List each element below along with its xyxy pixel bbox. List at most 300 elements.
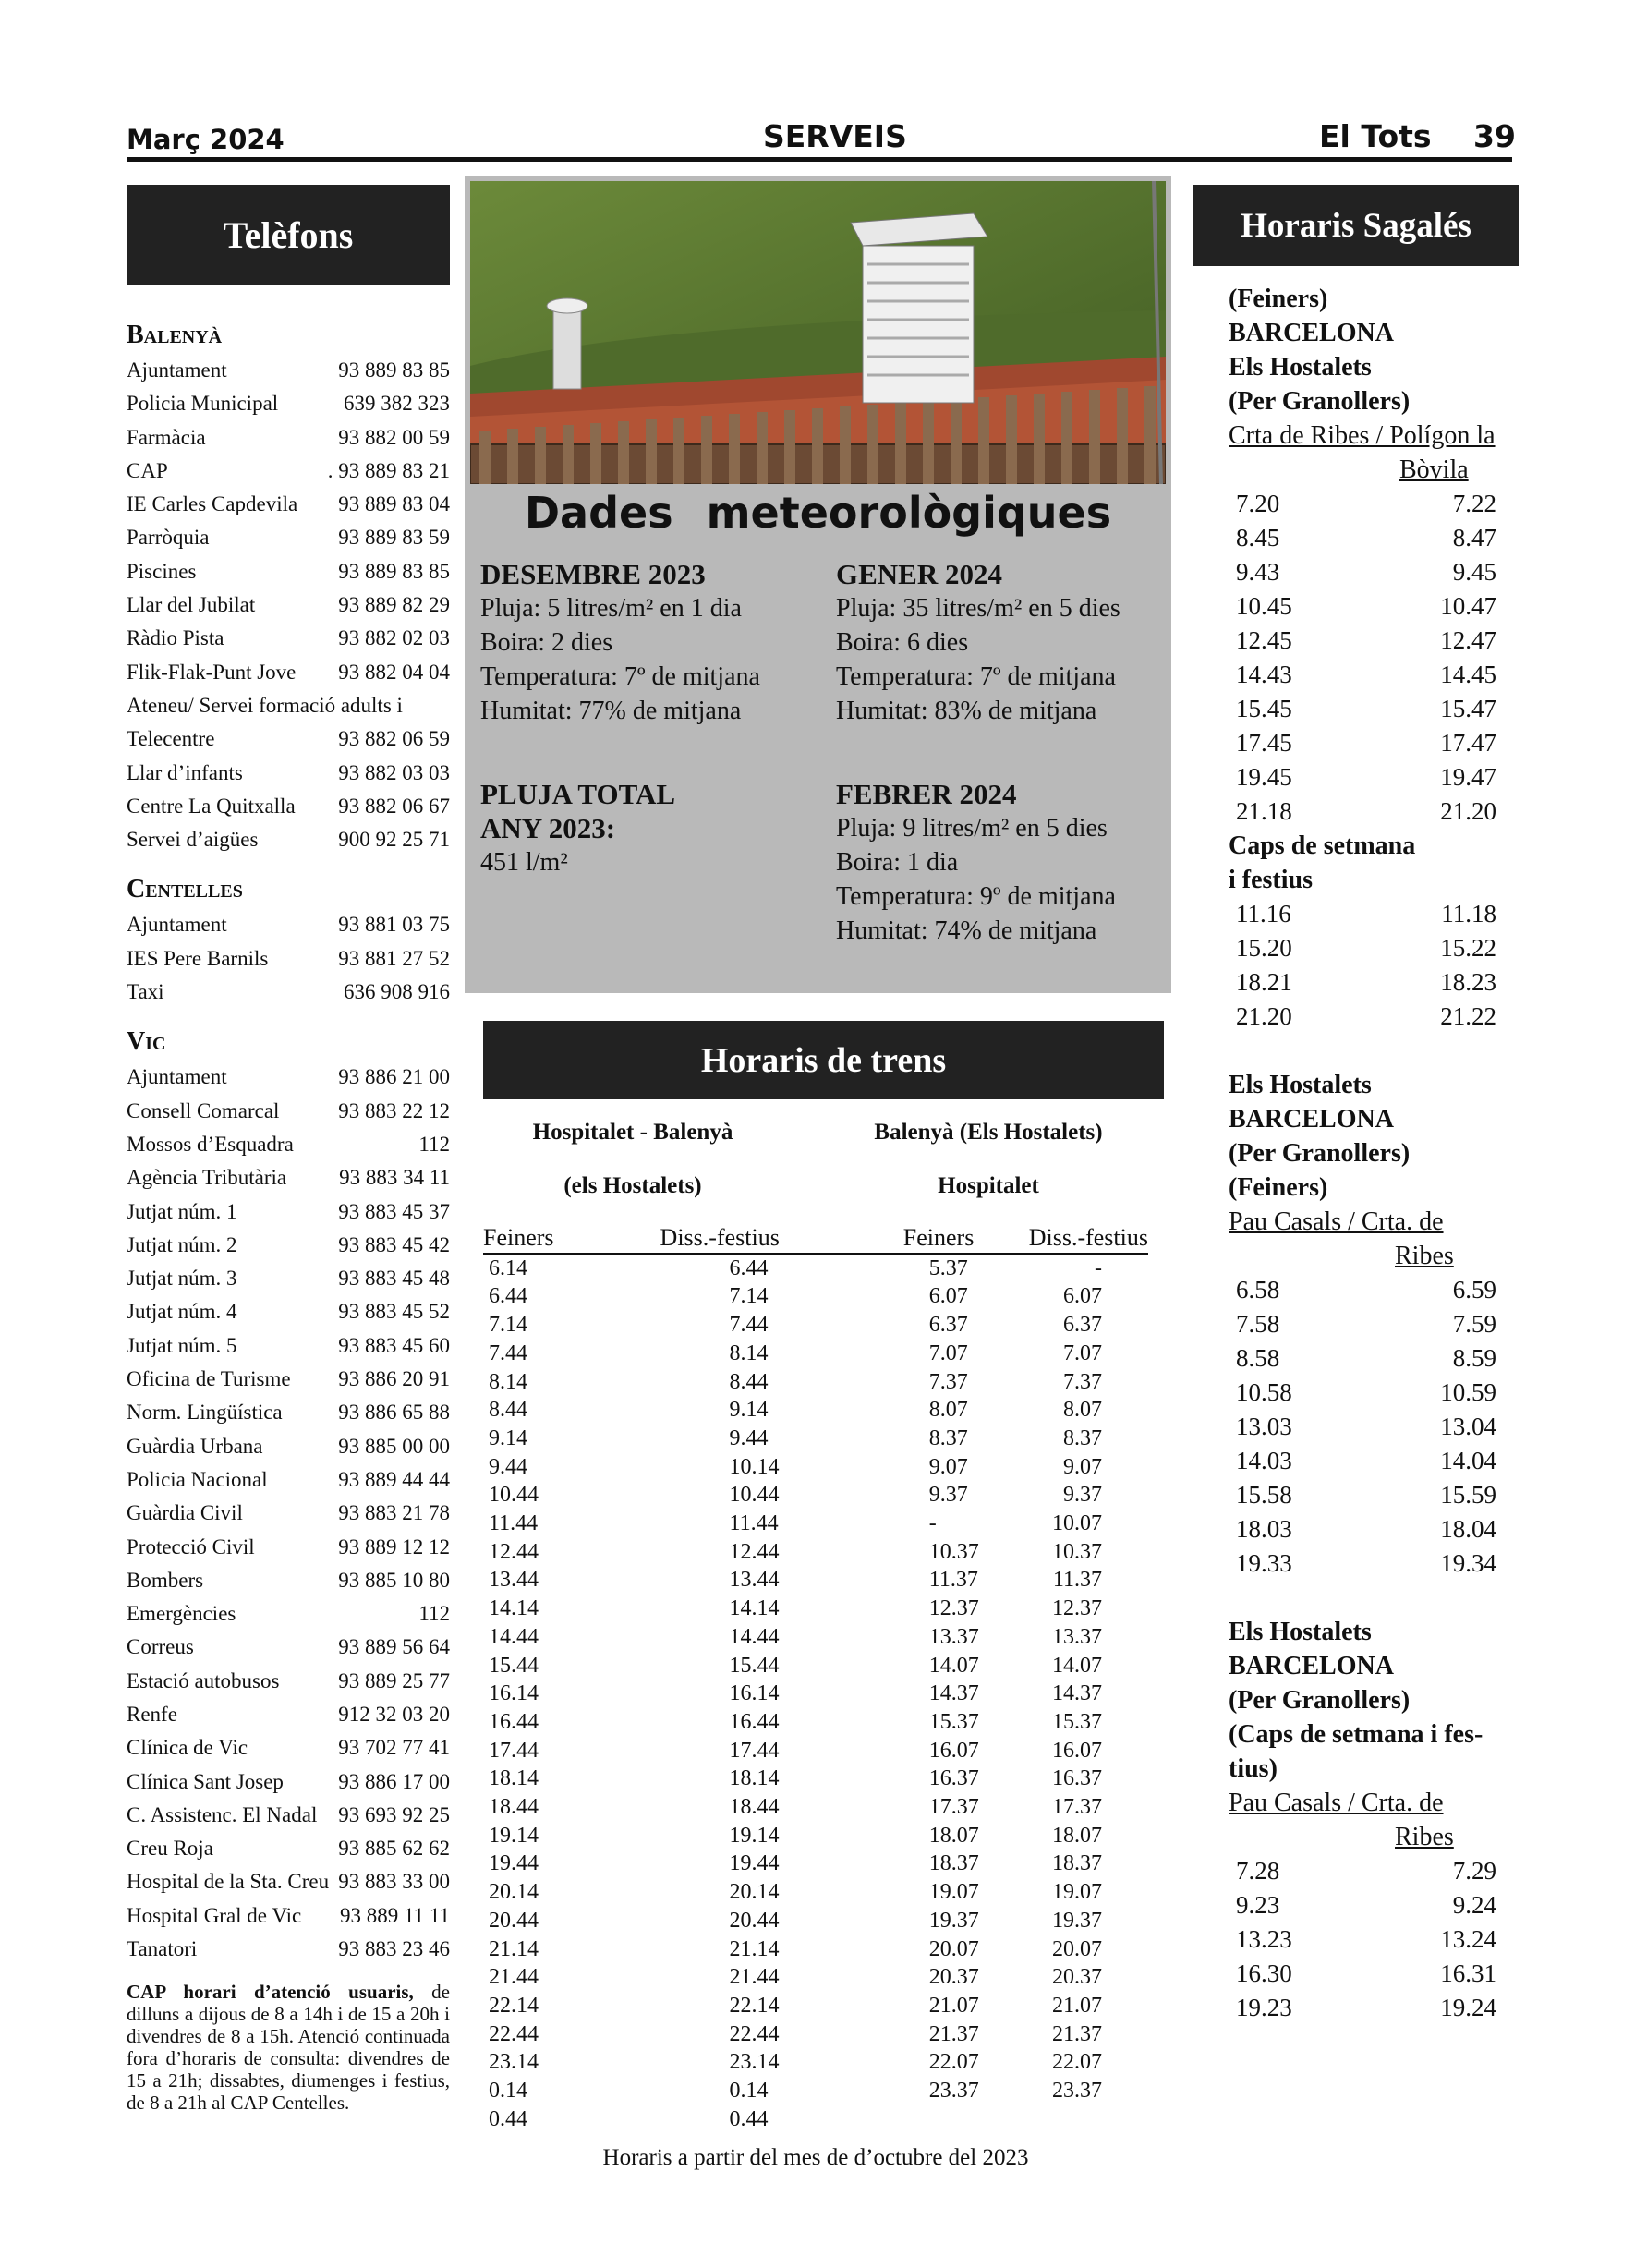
phone-entry-number: 93 883 34 11	[339, 1166, 450, 1190]
bus-time-row	[1229, 1410, 1533, 1444]
bus-time: 7.29	[1452, 1857, 1496, 1885]
phone-entry-number: 93 883 45 60	[338, 1333, 450, 1357]
train-time-cell: 11.37	[1052, 1568, 1102, 1593]
train-time-cell: 16.14	[489, 1681, 539, 1706]
trains-footer: Horaris a partir del mes de d’octubre del 2023	[602, 2145, 1029, 2170]
vic-list	[127, 1061, 450, 1966]
vic-heading: Vic	[127, 1027, 166, 1057]
train-time-cell: -	[1095, 1255, 1102, 1280]
phone-entry-number: 900 92 25 71	[338, 828, 450, 852]
train-time-cell: 14.14	[729, 1596, 780, 1621]
phone-entry	[127, 1497, 450, 1530]
bus-time: 12.47	[1440, 626, 1496, 654]
phone-entry	[127, 1095, 450, 1128]
route-line: tius)	[1229, 1754, 1278, 1783]
train-table-header	[483, 1224, 1148, 1254]
train-row	[483, 1907, 1148, 1935]
phone-entry-name: Consell Comarcal	[127, 1098, 280, 1122]
phone-entry	[127, 1229, 450, 1262]
train-time-cell: 23.37	[928, 2079, 979, 2104]
phone-entry-name: IE Carles Capdevila	[127, 492, 298, 516]
train-time-cell: 11.44	[729, 1511, 779, 1536]
desembre-block	[480, 557, 760, 728]
train-row	[483, 1992, 1148, 2020]
bus-time-row	[1229, 555, 1533, 589]
train-time-cell: 10.44	[729, 1483, 780, 1508]
train-time-cell: 19.07	[928, 1880, 979, 1905]
phone-entry	[127, 1463, 450, 1497]
phone-entry-name: Taxi	[127, 980, 164, 1004]
phone-entry-number: 93 883 45 52	[338, 1300, 450, 1324]
train-time-cell	[848, 2105, 1029, 2134]
phone-entry-number: 93 889 83 85	[338, 559, 450, 583]
desembre-line: Pluja: 5 litres/m² en 1 dia	[480, 594, 742, 623]
phone-entry-number: 93 889 82 29	[338, 593, 450, 617]
train-time-cell: 9.37	[928, 1483, 968, 1508]
route-line: (Feiners)	[1229, 1173, 1328, 1202]
phone-entry-name: Norm. Lingüística	[127, 1401, 283, 1425]
train-time-cell: 23.14	[489, 2050, 539, 2075]
phone-entry	[127, 521, 450, 554]
bus-time-row	[1229, 1888, 1533, 1922]
phone-entry-name: Flik-Flak-Punt Jove	[127, 660, 297, 684]
train-time-cell: 8.14	[489, 1369, 527, 1394]
train-time-cell: 19.14	[729, 1823, 780, 1848]
route-line: Els Hostalets	[1229, 1071, 1372, 1099]
train-time-cell: 11.37	[928, 1568, 978, 1593]
phone-entry-number: 93 883 45 37	[338, 1199, 450, 1223]
phone-entry-name: Tanatori	[127, 1937, 198, 1961]
header-publication: El Tots	[1319, 118, 1432, 154]
phone-entry	[127, 455, 450, 488]
train-time-cell: 14.44	[729, 1624, 780, 1649]
route-line: (Caps de setmana i fes-	[1229, 1720, 1484, 1749]
train-row	[483, 1595, 1148, 1623]
train-row	[483, 1481, 1148, 1510]
train-time-cell	[1029, 2105, 1148, 2134]
bus-time: 21.18	[1236, 797, 1292, 825]
train-time-cell: 19.37	[928, 1908, 979, 1933]
telefons-column	[127, 317, 450, 2114]
train-time-cell: 14.14	[489, 1596, 539, 1621]
train-time-cell: 22.44	[489, 2021, 539, 2046]
train-time-cell: 18.44	[489, 1795, 539, 1820]
train-row	[483, 1425, 1148, 1453]
phone-entry	[127, 1698, 450, 1731]
phone-entry-name: Ateneu/ Servei formació adults i	[127, 693, 403, 717]
train-row	[483, 1963, 1148, 1992]
cap-note-text: de dilluns a dijous de 8 a 14h i de 15 a 20h i divendres de 8 a 15h. Atenció continuada fora d’horaris de consulta: divendres de 15 a 21h; dissabtes, diumenges i festius, de 8 a 21h al CAP Centelles.	[127, 1981, 450, 2115]
phone-entry-number: 93 886 65 88	[338, 1401, 450, 1425]
train-time-cell: 23.37	[1052, 2079, 1102, 2104]
train-time-cell: 21.07	[1052, 1993, 1102, 2018]
bus-time: 15.59	[1440, 1481, 1496, 1509]
phone-entry-number: 93 882 03 03	[338, 760, 450, 784]
bus-time: 7.22	[1452, 490, 1496, 517]
train-row	[483, 2105, 1148, 2134]
bus-time: 9.24	[1452, 1891, 1496, 1919]
phone-entry-number: 93 889 25 77	[338, 1668, 450, 1692]
bus-time-row	[1229, 487, 1533, 521]
gener-line: Boira: 6 dies	[836, 628, 969, 657]
bus-time: 18.21	[1236, 968, 1292, 996]
gener-heading: GENER 2024	[836, 558, 1002, 590]
sagales-block2-stops2: Ribes	[1395, 1242, 1454, 1270]
train-row	[483, 1680, 1148, 1708]
balenya-heading: Balenyà	[127, 321, 223, 349]
train-time-cell: 19.44	[489, 1851, 539, 1876]
train-time-cell: 20.14	[489, 1880, 539, 1905]
train-row	[483, 1935, 1148, 1964]
phone-entry	[127, 1396, 450, 1429]
route-line: (Feiners)	[1229, 285, 1328, 313]
phone-entry-name: Emergències	[127, 1602, 236, 1626]
cap-note	[127, 1981, 450, 2114]
bus-time: 11.16	[1236, 900, 1291, 928]
gener-line: Temperatura: 7º de mitjana	[836, 662, 1116, 691]
phone-entry	[127, 689, 450, 722]
phone-entry-name: Jutjat núm. 2	[127, 1232, 237, 1256]
bus-time-row	[1229, 624, 1533, 658]
phone-entry-number: 93 886 21 00	[338, 1065, 450, 1089]
phone-entry-name: Hospital de la Sta. Creu	[127, 1870, 330, 1894]
train-time-cell: 7.07	[928, 1340, 968, 1365]
train-schedule-table	[483, 1224, 1148, 2134]
phone-entry-number: 93 885 10 80	[338, 1568, 450, 1592]
train-time-cell: 19.07	[1052, 1880, 1102, 1905]
train-time-cell: 16.14	[729, 1681, 780, 1706]
train-time-cell: 18.44	[729, 1795, 780, 1820]
bus-time: 8.58	[1236, 1344, 1280, 1372]
bus-time: 18.03	[1236, 1515, 1292, 1543]
train-time-cell: 8.07	[1063, 1398, 1102, 1423]
train-time-cell: 22.07	[928, 2050, 979, 2075]
bus-time-row	[1229, 1991, 1533, 2025]
bus-time-row	[1229, 521, 1533, 555]
bus-time: 13.24	[1440, 1925, 1496, 1953]
phone-entry-name: Renfe	[127, 1702, 177, 1726]
phone-entry	[127, 1765, 450, 1799]
desembre-line: Humitat: 77% de mitjana	[480, 697, 742, 725]
phone-entry	[127, 656, 450, 689]
header-date: Març 2024	[127, 124, 285, 155]
train-time-cell: 18.07	[928, 1823, 979, 1848]
phone-entry-name: Creu Roja	[127, 1837, 213, 1861]
bus-time: 8.45	[1236, 524, 1280, 552]
train-row	[483, 1623, 1148, 1652]
train-time-cell: 8.44	[489, 1398, 527, 1423]
pluja-total-year: ANY 2023:	[480, 812, 616, 844]
train-time-cell: 6.37	[928, 1313, 968, 1338]
route-line: BARCELONA	[1229, 1652, 1394, 1680]
phone-entry-number: 93 881 03 75	[338, 913, 450, 937]
phone-entry	[127, 1128, 450, 1161]
train-time-cell: 15.37	[928, 1709, 979, 1734]
train-time-cell: 23.14	[729, 2050, 780, 2075]
phone-entry	[127, 1329, 450, 1363]
telefons-title: Telèfons	[127, 185, 450, 285]
bus-time-row	[1229, 1273, 1533, 1307]
phone-entry-name: Jutjat núm. 1	[127, 1199, 237, 1223]
sagales-block2-lines	[1229, 1068, 1533, 1205]
cap-note-bold: CAP horari d’atenció usuaris,	[127, 1981, 414, 2004]
train-row	[483, 1765, 1148, 1793]
trains-right-heading2: Hospitalet	[938, 1173, 1039, 1198]
phone-entry	[127, 387, 450, 420]
febrer-block	[836, 777, 1116, 948]
phone-entry	[127, 421, 450, 455]
train-time-cell: 7.07	[1063, 1340, 1102, 1365]
phone-entry	[127, 976, 450, 1009]
phone-entry-number: 93 885 00 00	[338, 1434, 450, 1458]
sagales-block1-stops: Crta de Ribes / Polígon la	[1229, 421, 1496, 450]
phone-entry-name: Ajuntament	[127, 1065, 227, 1089]
train-time-cell: 18.14	[489, 1766, 539, 1791]
phone-entry-name: Jutjat núm. 5	[127, 1333, 237, 1357]
balenya-list	[127, 354, 450, 856]
route-line: (Per Granollers)	[1229, 1139, 1411, 1168]
febrer-line: Pluja: 9 litres/m² en 5 dies	[836, 814, 1108, 843]
train-time-cell: 6.07	[1063, 1284, 1102, 1309]
phone-entry	[127, 722, 450, 756]
train-time-cell: 0.44	[729, 2106, 769, 2131]
phone-entry-number: 93 889 83 04	[338, 492, 450, 516]
train-time-cell: 22.14	[489, 1993, 539, 2018]
train-time-cell: 15.44	[729, 1653, 780, 1678]
phone-entry-number: 636 908 916	[344, 980, 450, 1004]
train-row	[483, 1878, 1148, 1907]
train-time-cell: 20.07	[928, 1936, 979, 1961]
sagales-block2-times	[1229, 1273, 1533, 1581]
phone-entry	[127, 588, 450, 622]
route-line: (Per Granollers)	[1229, 1686, 1411, 1715]
train-time-cell: 12.37	[1052, 1596, 1102, 1621]
bus-time: 14.04	[1440, 1447, 1496, 1474]
phone-entry-name: Mossos d’Esquadra	[127, 1132, 294, 1156]
train-row	[483, 1254, 1148, 1283]
train-time-cell: 13.37	[1052, 1624, 1102, 1649]
train-time-cell: 10.44	[489, 1483, 539, 1508]
phone-entry-name: Oficina de Turisme	[127, 1367, 291, 1391]
bus-time-row	[1229, 1000, 1533, 1034]
phone-entry	[127, 1363, 450, 1396]
sagales-weekend-heading2: i festius	[1229, 866, 1313, 894]
phone-entry-name: IES Pere Barnils	[127, 946, 269, 970]
train-time-cell: 7.44	[489, 1340, 527, 1365]
train-time-cell: 14.44	[489, 1624, 539, 1649]
route-line: BARCELONA	[1229, 1105, 1394, 1134]
train-time-cell: 16.37	[928, 1766, 979, 1791]
train-time-cell: 13.37	[928, 1624, 979, 1649]
bus-time: 9.45	[1452, 558, 1496, 586]
train-time-cell: 6.44	[489, 1284, 527, 1309]
route-line: Els Hostalets	[1229, 1618, 1372, 1646]
bus-time: 13.03	[1236, 1413, 1292, 1440]
phone-entry-number: 93 882 00 59	[338, 425, 450, 449]
train-time-cell: 6.07	[928, 1284, 968, 1309]
bus-time: 15.20	[1236, 934, 1292, 962]
phone-entry-number: 93 889 83 85	[338, 358, 450, 382]
bus-time-row	[1229, 760, 1533, 794]
phone-entry	[127, 1161, 450, 1195]
train-time-cell: 21.44	[489, 1965, 539, 1990]
train-time-cell: 19.44	[729, 1851, 780, 1876]
phone-entry-name: Bombers	[127, 1568, 204, 1592]
phone-entry-name: Estació autobusos	[127, 1668, 280, 1692]
train-time-cell: 8.37	[928, 1425, 968, 1450]
train-time-cell: 21.07	[928, 1993, 979, 2018]
train-time-cell: 17.44	[729, 1738, 780, 1763]
train-time-cell: 19.14	[489, 1823, 539, 1848]
sagales-title: Horaris Sagalés	[1193, 185, 1519, 266]
sagales-block3-lines	[1229, 1615, 1533, 1786]
phone-entry-name: Farmàcia	[127, 425, 206, 449]
phone-entry-name: CAP	[127, 458, 168, 482]
train-row	[483, 1708, 1148, 1737]
bus-time: 21.22	[1440, 1002, 1496, 1030]
train-time-cell: 13.44	[489, 1568, 539, 1593]
bus-time-row	[1229, 965, 1533, 1000]
train-time-cell: 9.07	[1063, 1454, 1102, 1479]
train-time-cell: 12.44	[729, 1539, 780, 1564]
train-time-cell: 22.14	[729, 1993, 780, 2018]
col-feiners: Feiners	[902, 1224, 975, 1251]
bus-time-row	[1229, 931, 1533, 965]
train-row	[483, 2048, 1148, 2077]
train-time-cell: 5.37	[928, 1255, 968, 1280]
train-time-cell: 9.44	[729, 1425, 769, 1450]
phone-entry-name: Agència Tributària	[127, 1166, 287, 1190]
train-row	[483, 1311, 1148, 1340]
col-feiners: Feiners	[483, 1224, 554, 1251]
phone-entry-number: 93 883 45 42	[338, 1232, 450, 1256]
phone-entry-name: Ràdio Pista	[127, 626, 224, 650]
phone-entry-name: Correus	[127, 1635, 194, 1659]
train-time-cell: 8.07	[928, 1398, 968, 1423]
bus-time: 10.45	[1236, 592, 1292, 620]
phone-entry	[127, 622, 450, 655]
phone-entry-number: 93 693 92 25	[338, 1802, 450, 1826]
bus-time: 15.45	[1236, 695, 1292, 722]
phone-entry-number: 93 885 62 62	[338, 1837, 450, 1861]
sagales-column	[1229, 282, 1533, 2025]
bus-time: 17.45	[1236, 729, 1292, 757]
train-time-cell: 11.44	[489, 1511, 539, 1536]
train-time-cell: 6.14	[489, 1255, 527, 1280]
train-time-cell: 7.14	[729, 1284, 769, 1309]
bus-time-row	[1229, 692, 1533, 726]
weather-title: Dades meteorològiques	[524, 488, 1112, 538]
bus-time-row	[1229, 1478, 1533, 1512]
sagales-block3-stops2: Ribes	[1395, 1823, 1454, 1851]
gener-line: Pluja: 35 litres/m² en 5 dies	[836, 594, 1120, 623]
phone-entry-name: Hospital Gral de Vic	[127, 1903, 302, 1927]
train-time-cell: 14.37	[1052, 1681, 1102, 1706]
phone-entry	[127, 1262, 450, 1295]
pluja-total-heading: PLUJA TOTAL	[480, 778, 676, 810]
bus-time: 21.20	[1236, 1002, 1292, 1030]
train-row	[483, 1538, 1148, 1567]
train-time-cell: 7.37	[928, 1369, 968, 1394]
bus-time: 10.47	[1440, 592, 1496, 620]
trains-right-heading: Balenyà (Els Hostalets)	[874, 1120, 1103, 1145]
header-page-number: 39	[1473, 118, 1516, 154]
febrer-line: Humitat: 74% de mitjana	[836, 916, 1097, 945]
phone-entry-name: Policia Nacional	[127, 1467, 268, 1491]
phone-entry-name: Clínica Sant Josep	[127, 1769, 284, 1793]
phone-entry-number: 93 889 11 11	[339, 1903, 450, 1927]
phone-entry-number: 93 881 27 52	[338, 946, 450, 970]
centelles-list	[127, 908, 450, 1009]
bus-time: 15.47	[1440, 695, 1496, 722]
sagales-block1-times	[1229, 487, 1533, 829]
phone-entry	[127, 1832, 450, 1865]
train-time-cell: 20.44	[729, 1908, 780, 1933]
phone-entry	[127, 1631, 450, 1664]
trains-title: Horaris de trens	[483, 1021, 1164, 1099]
train-row	[483, 1282, 1148, 1311]
phone-entry	[127, 1061, 450, 1094]
train-time-cell: 6.44	[729, 1255, 769, 1280]
phone-entry	[127, 1195, 450, 1229]
bus-time: 19.45	[1236, 763, 1292, 791]
phone-entry	[127, 908, 450, 941]
phone-entry	[127, 1731, 450, 1765]
bus-time: 19.23	[1236, 1994, 1292, 2021]
phone-entry-name: Guàrdia Urbana	[127, 1434, 263, 1458]
train-time-cell: 0.14	[729, 2079, 769, 2104]
train-time-cell: 12.44	[489, 1539, 539, 1564]
train-time-cell: 17.37	[928, 1795, 979, 1820]
bus-time: 6.59	[1452, 1276, 1496, 1304]
bus-time: 15.22	[1440, 934, 1496, 962]
phone-entry	[127, 354, 450, 387]
bus-time: 14.03	[1236, 1447, 1292, 1474]
phone-entry-number: 93 882 06 59	[338, 727, 450, 751]
phone-entry-number: . 93 889 83 21	[327, 458, 450, 482]
phone-entry-number: 93 889 83 59	[338, 526, 450, 550]
phone-entry-name: Llar d’infants	[127, 760, 243, 784]
train-row	[483, 1737, 1148, 1765]
bus-time: 13.23	[1236, 1925, 1292, 1953]
col-diss-festius: Diss.-festius	[660, 1224, 780, 1251]
bus-time: 18.04	[1440, 1515, 1496, 1543]
bus-time: 19.34	[1440, 1549, 1496, 1577]
train-time-cell: 16.37	[1052, 1766, 1102, 1791]
weather-panel	[465, 176, 1171, 993]
bus-time-row	[1229, 1444, 1533, 1478]
bus-time-row	[1229, 1341, 1533, 1376]
train-time-cell: 21.44	[729, 1965, 780, 1990]
train-time-cell: 21.37	[1052, 2021, 1102, 2046]
bus-time: 7.28	[1236, 1857, 1280, 1885]
train-time-cell: 12.37	[928, 1596, 979, 1621]
bus-time: 6.58	[1236, 1276, 1280, 1304]
train-row	[483, 2077, 1148, 2105]
bus-time-row	[1229, 1376, 1533, 1410]
phone-entry-name: Policia Municipal	[127, 392, 279, 416]
phone-entry-number: 93 883 45 48	[338, 1267, 450, 1291]
train-time-cell: 13.44	[729, 1568, 780, 1593]
phone-entry-number: 93 883 33 00	[338, 1870, 450, 1894]
train-time-cell: 6.37	[1063, 1313, 1102, 1338]
route-line: (Per Granollers)	[1229, 387, 1411, 416]
train-time-cell: 20.37	[928, 1965, 979, 1990]
train-time-cell: 18.07	[1052, 1823, 1102, 1848]
bus-time-row	[1229, 1546, 1533, 1581]
phone-entry	[127, 942, 450, 976]
train-row	[483, 1793, 1148, 1822]
